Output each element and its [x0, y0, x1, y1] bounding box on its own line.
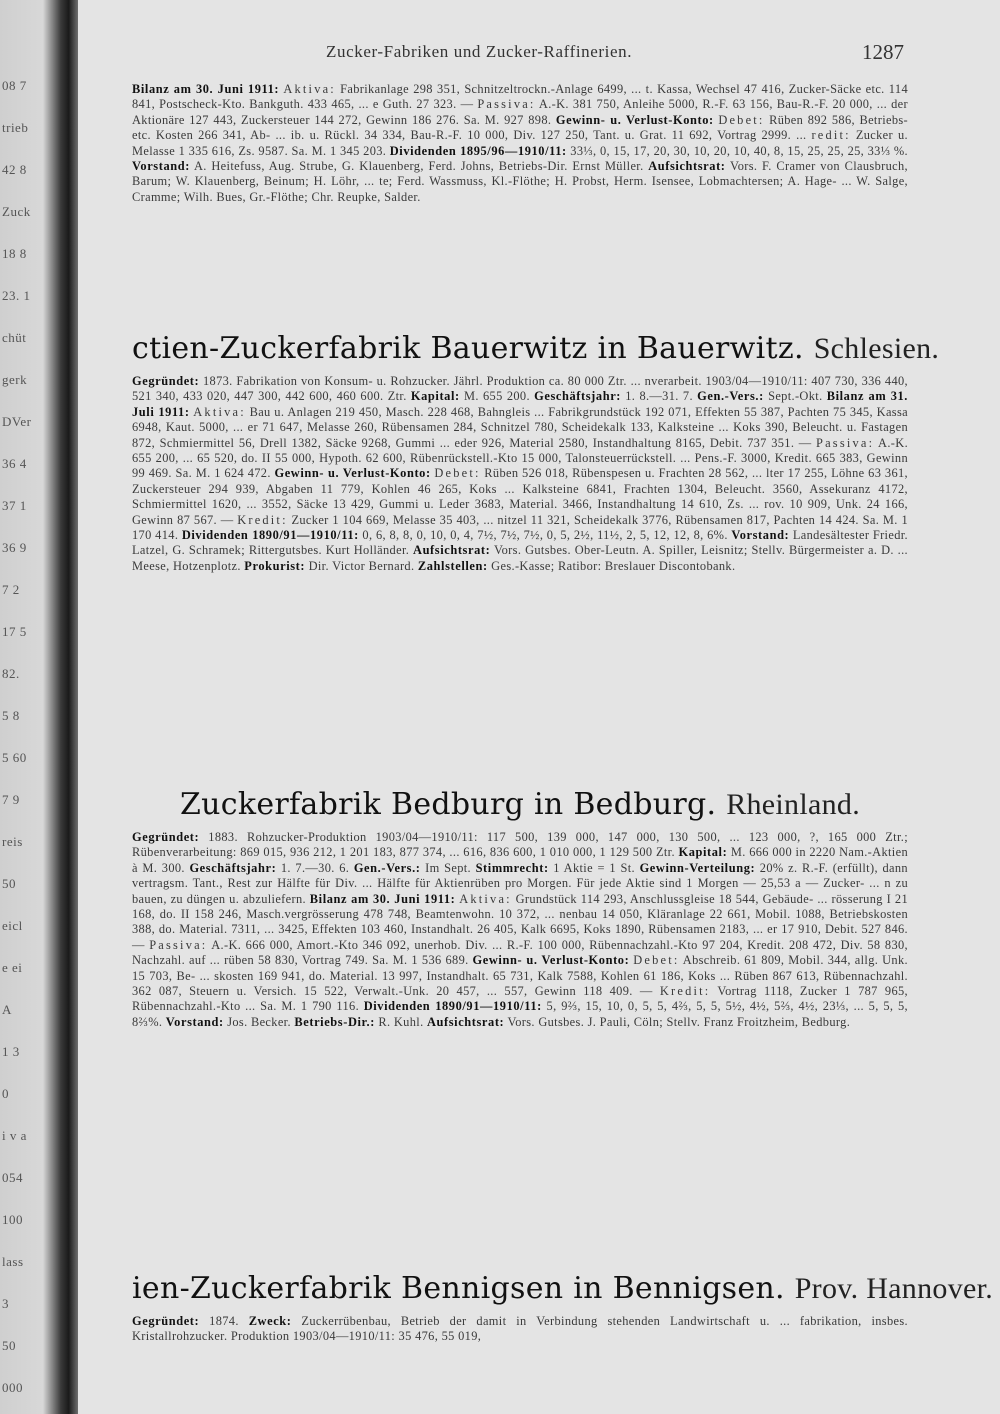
company-title: ien-Zuckerfabrik Bennigsen in Bennigsen. Prov. Hannover.: [132, 1271, 994, 1306]
entry3-text: Gegründet: 1883. Rohzucker-Produktion 1903/04—1910/11: 117 500, 139 000, 147 000, 130 500, ... 123 000, ?, 165 000 Ztr.; Rübenverarbeitung: 869 015, 936 212, 1 201 183, 877 374, ... 616, 836 600, 1 010 000, 1 129 500 Ztr. Kapital: M. 666 000 in 2220 Nam.-Aktien à M. 300. Geschäftsjahr: 1. 7.—30. 6. Gen.-Vers.: Im Sept. Stimmrecht: 1 Aktie = 1 St. Gewinn-Verteilung: 20% z. R.-F. (erfüllt), dann vertragsm. Tant., Rest zur Hälfte für Div. ... Hälfte für Aktienrüben pro Morgen. Für jede Aktie sind 1 Morgen — 25,53 a — Zucker- ... n zu bauen, zu düngen u. abzuliefern. Bilanz am 30. Juni 1911: Aktiva: Grundstück 114 293, Anschlussgleise 18 544, Gebäude- ... rösserung I 21 168, do. II 158 246, Masch.vergrösserung 478 748, Beamtenwohn. 10 372, ... nenbau 14 050, Kläranlage 22 661, Mobil. 1088, Betriebskosten 388, do. Material. 7311, ... 3425, Effekten 103 460, Instandhalt. 26 405, Kalk 6695, Koks 1890, Rübensamen 2183, ... er 17 910, Debit. 527 846. — Passiva: A.-K. 666 000, Amort.-Kto 346 092, unerhob. Div. ... R.-F. 100 000, Rübennachzahl.-Kto 97 204, Kredit. 208 472, Div. 58 830, Nachzahl. auf ... rüben 58 830, Vortrag 749. Sa. M. 1 536 689. Gewinn- u. Verlust-Konto: Debet: Abschreib. 61 809, Mobil. 344, allg. Unk. 15 703, Be- ... skosten 169 941, do. Material. 13 997, Instandhalt. 65 731, Kalk 7588, Kohlen 61 186, Koks ... Rüben 867 613, Rübennachzahl. 362 087, Steuern u. Versich. 15 522, Verwalt.-Unk. 20 457, ... 557, Gewinn 118 409. — Kredit: Vortrag 1118, Zucker 1 787 965, Rübennachzahl.-Kto ... Sa. M. 1 790 116. Dividenden 1890/91—1910/11: 5, 9⅔, 15, 10, 0, 5, 5, 4⅔, 5, 5, 5½, 4½, 5⅔, 4½, 23⅓, ... 5, 5, 5, 8⅔%. Vorstand: Jos. Becker. Betriebs-Dir.: R. Kuhl. Aufsichtsrat: Vors. Gutsbes. J. Pauli, Cöln; Stellv. Franz Froitzheim, Bedburg.: [132, 830, 908, 1029]
gutter-fragment: 18 8: [2, 246, 27, 261]
gutter-fragment: eicl: [2, 918, 23, 933]
gutter-fragment: 08 7: [2, 78, 27, 93]
gutter-fragment: 37 1: [2, 498, 27, 513]
gutter-fragment: 054: [2, 1170, 23, 1185]
gutter-fragment: trieb: [2, 120, 29, 135]
gutter-fragment: 17 5: [2, 624, 27, 639]
gutter-fragment: 1 3: [2, 1044, 20, 1059]
gutter-fragment: DVer: [2, 414, 32, 429]
entry-continuation: [132, 82, 908, 205]
gutter-fragment: 000: [2, 1380, 23, 1395]
gutter-fragment: reis: [2, 834, 23, 849]
binding-gutter: [0, 0, 78, 1414]
gutter-fragment: 5 60: [2, 750, 27, 765]
gutter-fragment: 36 9: [2, 540, 27, 555]
entry1-text: Bilanz am 30. Juni 1911: Aktiva: Fabrikanlage 298 351, Schnitzeltrockn.-Anlage 6499, ... t. Kassa, Wechsel 47 416, Zucker-Säcke etc. 114 841, Postscheck-Kto. Bankguth. 433 465, ... e Guth. 27 323. — Passiva: A.-K. 381 750, Anleihe 5000, R.-F. 63 156, Bau-R.-F. 20 000, ... der Aktionäre 127 443, Zuckersteuer 144 272, Gewinn 186 276. Sa. M. 927 898. Gewinn- u. Verlust-Konto: Debet: Rüben 892 586, Betriebs- etc. Kosten 266 341, Ab- ... ib. u. Rückl. 34 334, Bau-R.-F. 10 000, Div. 127 250, Tant. u. Grat. 11 692, Vortrag 2999. ... redit: Zucker u. Melasse 1 335 616, Zs. 9587. Sa. M. 1 345 203. Dividenden 1895/96—1910/11: 33⅓, 0, 15, 17, 20, 30, 10, 20, 10, 40, 8, 15, 25, 25, 25, 33⅓ %. Vorstand: A. Heitefuss, Aug. Strube, G. Klauenberg, Ferd. Johns, Betriebs-Dir. Ernst Müller. Aufsichtsrat: Vors. F. Cramer von Clausbruch, Barum; W. Klauenberg, Beinum; H. Löhr, ... te; Ferd. Wassmuss, Kl.-Flöthe; H. Probst, Herm. Isensee, Lobmachtersen; A. Hage- ... W. Salge, Cramme; Wilh. Bues, Gr.-Flöthe; Chr. Reupke, Salder.: [132, 82, 909, 204]
gutter-fragment: Zuck: [2, 204, 31, 219]
gutter-fragment: A: [2, 1002, 12, 1017]
gutter-fragment: chüt: [2, 330, 27, 345]
company-title: Zuckerfabrik Bedburg in Bedburg. Rheinland.: [179, 787, 860, 822]
gutter-fragment: 23. 1: [2, 288, 31, 303]
entry-bauerwitz: [132, 330, 940, 574]
gutter-fragment: 100: [2, 1212, 23, 1227]
running-title: Zucker-Fabriken und Zucker-Raffinerien.: [326, 42, 633, 61]
gutter-fragment: gerk: [2, 372, 28, 387]
entry2-text: Gegründet: 1873. Fabrikation von Konsum- u. Rohzucker. Jährl. Produktion ca. 80 000 Ztr. ... nverarbeit. 1903/04—1910/11: 407 730, 336 440, 521 340, 433 020, 447 300, 442 600, 460 600. Ztr. Kapital: M. 655 200. Geschäftsjahr: 1. 8.—31. 7. Gen.-Vers.: Sept.-Okt. Bilanz am 31. Juli 1911: Aktiva: Bau u. Anlagen 219 450, Masch. 228 468, Bahngleis ... Fabrikgrundstück 192 071, Effekten 55 387, Pachten 75 345, Kassa 6948, Kaut. 5000, ... er 71 647, Melasse 260, Rübensamen 284, Schnitzel 780, Scheidekalk 133, Kalksteine ... Koks 390, Beleucht. u. Fastagen 872, Schmiermittel 56, Drell 1382, Säcke 9268, Gummi ... eder 926, Material 2580, Instandhaltung 8165, Debit. 737 351. — Passiva: A.-K. 655 200, ... 65 520, do. II 55 000, Hypoth. 62 600, Rübenrückstell.-Kto 15 000, Talonsteuerrückstell. ... Pens.-F. 3000, Kredit. 665 383, Gewinn 99 469. Sa. M. 1 624 472. Gewinn- u. Verlust-Konto: Debet: Rüben 526 018, Rübenspesen u. Frachten 28 562, ... lter 17 255, Löhne 63 361, Zuckersteuer 294 939, Abgaben 11 779, Kohlen 46 265, Koks ... Kalksteine 6841, Frachten 1304, Beleucht. 3560, Assekuranz 4172, Schmiermittel 1620, ... 3552, Säcke 13 429, Gummi u. Leder 3683, Material. 3466, Instandhaltung 14 610, Zs. ... rov. 10 909, Unk. 24 166, Gewinn 87 567. — Kredit: Zucker 1 104 669, Melasse 35 403, ... nitzel 11 321, Scheidekalk 3776, Rübensamen 817, Pachten 14 424. Sa. M. 1 170 414. Dividenden 1890/91—1910/11: 0, 6, 8, 8, 0, 10, 0, 4, 7½, 7½, 7½, 0, 5, 2½, 11½, 2, 5, 12, 12, 8, 6%. Vorstand: Landesältester Friedr. Latzel, G. Schramek; Rittergutsbes. Kurt Holländer. Aufsichtsrat: Vors. Gutsbes. Ober-Leutn. A. Spiller, Leisnitz; Stellv. Bürgermeister a. D. ... Meese, Hotzenplotz. Prokurist: Dir. Victor Bernard. Zahlstellen: Ges.-Kasse; Ratibor: Breslauer Discontobank.: [132, 374, 909, 573]
page-number: 1287: [862, 40, 904, 64]
company-title: ctien-Zuckerfabrik Bauerwitz in Bauerwitz. Schlesien.: [132, 331, 940, 366]
gutter-fragment: 0: [2, 1086, 9, 1101]
gutter-fragment: 42 8: [2, 162, 27, 177]
gutter-fragment: 5 8: [2, 708, 20, 723]
gutter-fragment: e ei: [2, 960, 23, 975]
gutter-fragment: 82.: [2, 666, 20, 681]
gutter-fragment: 3: [2, 1296, 9, 1311]
gutter-fragment: i v a: [2, 1128, 27, 1143]
gutter-fragment: 50: [2, 876, 16, 891]
gutter-fragment: 50: [2, 1338, 16, 1353]
gutter-fragment: 7 2: [2, 582, 20, 597]
running-head: [96, 38, 916, 68]
entry4-text: Gegründet: 1874. Zweck: Zuckerrübenbau, Betrieb der damit in Verbindung stehenden Landwirtschaft u. ... fabrikation, insbes. Kristallrohzucker. Produktion 1903/04—1910/11: 35 476, 55 019,: [132, 1314, 908, 1344]
entry-bennigsen: [132, 1270, 994, 1345]
entry-bedburg: [132, 786, 908, 1030]
gutter-fragment: lass: [2, 1254, 24, 1269]
document-page: [96, 30, 994, 1400]
gutter-fragment: 36 4: [2, 456, 27, 471]
gutter-fragment: 7 9: [2, 792, 20, 807]
